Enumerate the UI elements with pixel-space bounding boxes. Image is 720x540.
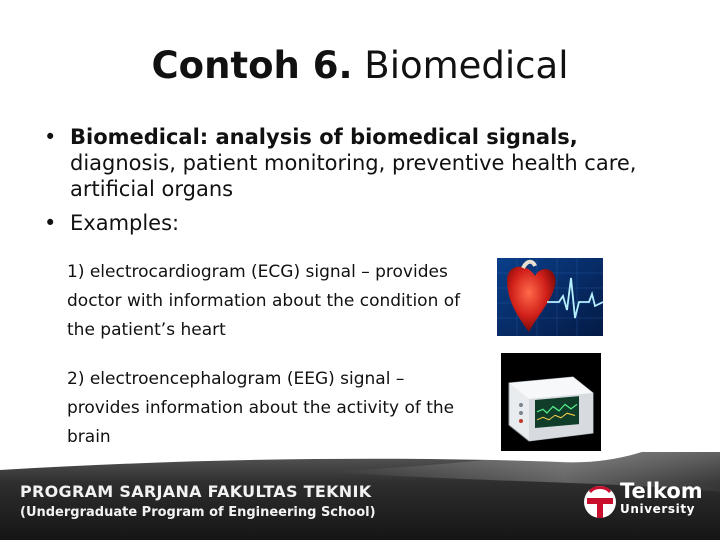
footer-text — [20, 482, 376, 520]
example-ecg: 1) electrocardiogram (ECG) signal – provides doctor with information about the condition of the patient’s heart — [67, 262, 461, 340]
logo-name: Telkom — [620, 479, 703, 503]
bullet-lead: Biomedical: analysis of biomedical signals, — [70, 125, 578, 149]
bullet-text: Examples: — [70, 211, 180, 235]
title-bold: Contoh 6. — [151, 44, 353, 87]
heart-ecg-image — [497, 258, 603, 336]
examples-list — [67, 258, 467, 472]
eeg-monitor-image — [501, 353, 601, 451]
footer-line-2: (Undergraduate Program of Engineering School) — [20, 505, 376, 520]
example-eeg: 2) electroencephalogram (EEG) signal – provides information about the activity of the brain — [67, 369, 455, 447]
slide-title — [0, 44, 720, 87]
bullet-list — [44, 124, 644, 244]
bullet-item — [44, 124, 644, 202]
bullet-text: diagnosis, patient monitoring, preventive health care, artificial organs — [70, 151, 637, 201]
logo-sub: University — [620, 502, 696, 516]
bullet-marker: • — [44, 211, 57, 235]
title-rest: Biomedical — [352, 44, 569, 87]
bullet-marker: • — [44, 125, 57, 149]
bullet-item — [44, 210, 644, 236]
logo-text — [620, 480, 703, 516]
footer-line-1: PROGRAM SARJANA FAKULTAS TEKNIK — [20, 482, 372, 501]
